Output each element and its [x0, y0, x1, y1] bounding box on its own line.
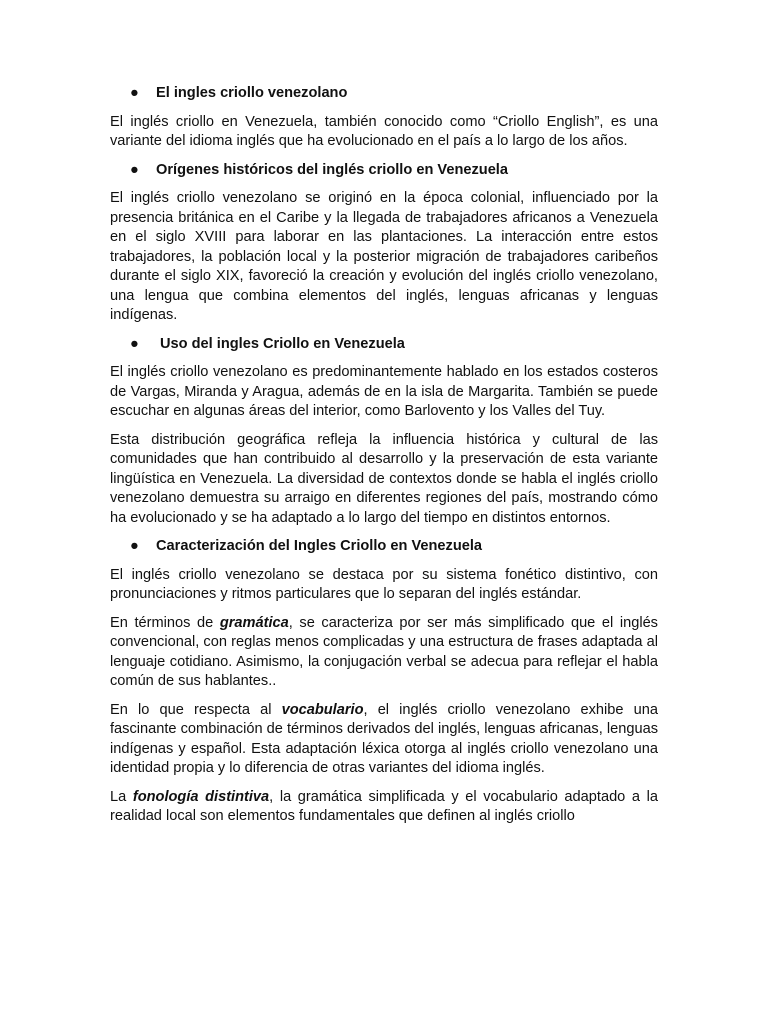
- bullet-icon: ●: [130, 161, 139, 178]
- heading-text: Orígenes históricos del inglés criollo en Venezuela: [156, 161, 508, 178]
- paragraph: El inglés criollo venezolano es predominantemente hablado en los estados costeros de Vargas, Miranda y Aragua, además de en la isla de Margarita. También se puede escuchar en algunas áreas del interior, como Barlovento y los Valles del Tuy.: [110, 364, 658, 419]
- paragraph-vocabulario: [110, 701, 658, 779]
- section-heading-origenes: [110, 161, 658, 181]
- text-run: , se caracteriza por ser más simplificado que el inglés convencional, con reglas menos complicadas y una estructura de frases adaptada al lenguaje cotidiano. Asimismo, la conjugación verbal se adecua para reflejar el habla común de sus hablantes..: [110, 614, 658, 689]
- emphasis-term: vocabulario: [281, 701, 364, 718]
- heading-text: Uso del ingles Criollo en Venezuela: [160, 335, 405, 352]
- paragraph-gramatica: [110, 614, 658, 692]
- bullet-icon: ●: [130, 538, 139, 554]
- text-run: , la gramática simplificada y el vocabulario adaptado a la realidad local son elementos fundamentales que definen al inglés criollo: [110, 788, 658, 824]
- text-run: En términos de: [110, 614, 220, 631]
- paragraph: El inglés criollo venezolano se destaca por su sistema fonético distintivo, con pronunciaciones y ritmos particulares que lo separan del inglés estándar.: [110, 566, 658, 602]
- paragraph: El inglés criollo venezolano se originó en la época colonial, influenciado por la presencia británica en el Caribe y la llegada de trabajadores africanos a Venezuela en el siglo XVIII para laborar en las plantaciones. La interacción entre estos trabajadores, la población local y la posterior migración de trabajadores caribeños durante el siglo XIX, favoreció la creación y evolución del inglés criollo venezolano, una lengua que combina elementos del inglés, lenguas africanas y lenguas indígenas.: [110, 190, 658, 323]
- section-heading-ingles-criollo: [110, 84, 658, 104]
- bullet-icon: ●: [130, 85, 139, 101]
- section-heading-caracterizacion: [110, 537, 658, 557]
- bullet-icon: ●: [130, 335, 139, 352]
- text-run: , el inglés criollo venezolano exhibe una fascinante combinación de términos derivados del inglés, lenguas africanas, lenguas indígenas y español. Esta adaptación léxica otorga al inglés criollo venezolano una identidad propia y lo diferencia de otras variantes del idioma inglés.: [110, 701, 658, 776]
- text-run: En lo que respecta al: [110, 701, 282, 718]
- section-heading-uso: [110, 335, 658, 355]
- heading-text: Caracterización del Ingles Criollo en Venezuela: [156, 538, 483, 554]
- text-run: La: [110, 788, 133, 805]
- heading-text: El ingles criollo venezolano: [156, 85, 348, 101]
- emphasis-term: gramática: [219, 614, 289, 631]
- emphasis-term: fonología distintiva: [132, 788, 270, 805]
- paragraph-fonologia: [110, 788, 658, 827]
- paragraph: El inglés criollo en Venezuela, también conocido como “Criollo English”, es una variante del idioma inglés que ha evolucionado en el país a lo largo de los años.: [110, 113, 658, 149]
- paragraph: Esta distribución geográfica refleja la influencia histórica y cultural de las comunidades que han contribuido al desarrollo y la preservación de esta variante lingüística en Venezuela. La diversidad de contextos donde se habla el inglés criollo venezolano demuestra su arraigo en diferentes regiones del país, mostrando cómo ha evolucionado y se ha adaptado a lo largo del tiempo en distintos entornos.: [110, 431, 658, 526]
- document-body: [110, 84, 658, 836]
